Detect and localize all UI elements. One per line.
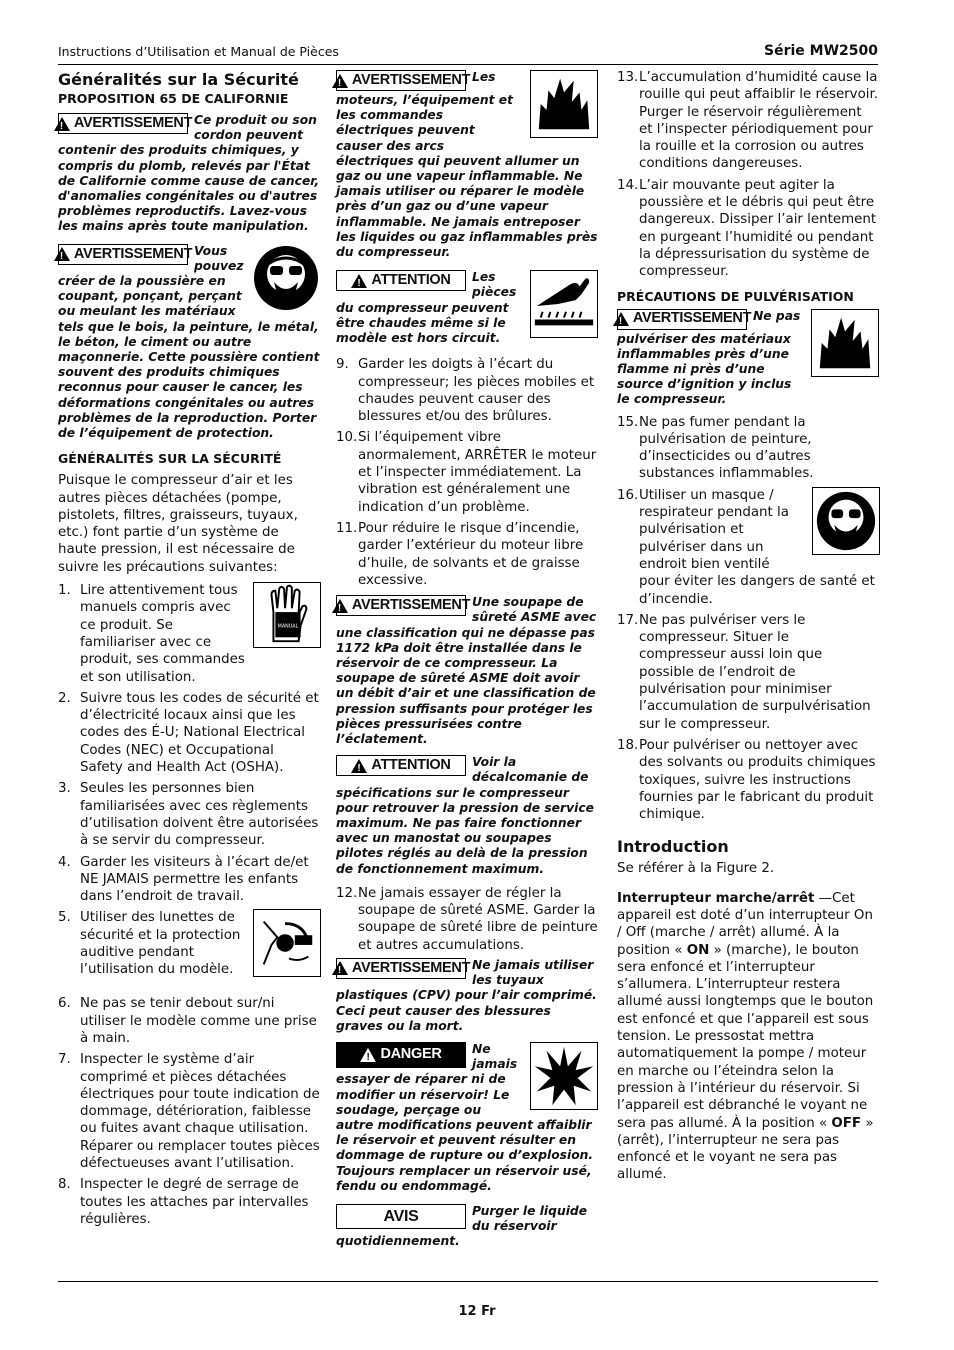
column-3 <box>617 66 879 1184</box>
general-safety-intro: Puisque le compresseur d’air et les autres pièces détachées (pompe, pistolets, filtres, graisseurs, tuyaux, etc.) font partie d’un système de haute pression, il est nécessaire de suivre les précautions suivantes: <box>58 473 298 575</box>
prop65-warning-2: ! AVERTISSEMENT Vous pouvez créer de la poussière en coupant, ponçant, perçant ou meulant les matériaux tels que le bois, la peinture, le métal, le béton, le ciment ou autre maçonnerie. Cette poussière contient souvent des produits chimiques reconnus pour causer le cancer, les déformations congénitales ou autres problèmes de la reproduction. Porter de l’équipement de protection. <box>58 244 320 442</box>
list-item: 5. Utiliser des lunettes de sécurité et la protection auditive pendant l’utilisation du modèle. <box>58 909 320 981</box>
warning-label: ! AVERTISSEMENT <box>336 70 466 91</box>
safety-list-2b <box>336 885 598 954</box>
column-2 <box>336 66 598 1250</box>
safety-list-3a <box>617 69 879 281</box>
column-1 <box>58 66 320 1232</box>
list-item: 1. MANUAL Lire attentivement tous manuels compris avec ce produit. Se familiariser avec ce produit, ses commandes et son utilisation. <box>58 582 320 686</box>
list-item: 17. Ne pas pulvériser vers le compresseur. Situer le compresseur aussi loin que possible de l’endroit de pulvérisation pour minimiser l’accumulation de surpulvérisation sur le compresseur. <box>617 612 871 732</box>
warning-safety-valve: ! AVERTISSEMENT Une soupape de sûreté ASME avec une classification qui ne dépasse pas 1172 kPa doit être installée dans le réservoir de ce compresseur. La soupape de sûreté ASME doit avoir un débit d’air et une classification de pression suffisants pour protéger les pièces pressurisées contre l’éclatement. <box>336 595 598 747</box>
hot-surface-icon <box>530 270 598 338</box>
header-rule <box>58 64 878 65</box>
list-item: 3. Seules les personnes bien familiarisées avec ces règlements d’utilisation doivent être autorisées à se servir du compresseur. <box>58 781 319 849</box>
switch-label: Interrupteur marche/arrêt <box>617 890 815 906</box>
respirator-icon <box>252 244 320 312</box>
spray-precautions-heading: PRÉCAUTIONS DE PULVÉRISATION <box>617 288 854 304</box>
notice-label: AVIS <box>336 1204 466 1229</box>
alert-triangle-icon <box>332 599 348 613</box>
general-safety-heading: GÉNÉRALITÉS SUR LA SÉCURITÉ <box>58 451 282 467</box>
list-item: 4. Garder les visiteurs à l’écart de/et NE JAMAIS permettre les enfants dans l’endroit de travail. <box>58 854 309 905</box>
list-item: 16. Utiliser un masque / respirateur pendant la pulvérisation et pulvériser dans un endroit bien ventilé pour éviter les dangers de santé et d’incendie. <box>617 487 879 608</box>
danger-label: ! DANGER <box>336 1042 466 1068</box>
list-item: 8. Inspecter le degré de serrage de toutes les attaches par intervalles régulières. <box>58 1177 309 1227</box>
warning-label: ! AVERTISSEMENT <box>336 958 466 979</box>
fire-icon <box>530 70 598 138</box>
switch-description: Interrupteur marche/arrêt —Cet appareil est doté d’un interrupteur On / Off (marche / arrêt) allumé. À la position « ON » (marche), le bouton sera enfoncé et l’interrupteur s’allumera. L’interrupteur restera allumé aussi longtemps que le bouton est enfoncé et que l’appareil est sous tension. Le pressostat mettra automatiquement la pompe / moteur en marche ou l’éteindra selon la pression à l’intérieur du réservoir. Si l’appareil est débranché le voyant ne sera pas allumé. À la position « OFF » (arrêt), l’interrupteur ne sera pas enfoncé et le voyant ne sera pas allumé. <box>617 890 874 1183</box>
section-title-safety: Généralités sur la Sécurité <box>58 70 299 89</box>
list-item: 11. Pour réduire le risque d’incendie, garder l’extérieur du moteur libre d’huile, de solvants et de graisse excessive. <box>336 520 584 588</box>
manual-label: MANUAL <box>277 624 299 630</box>
caution-label: ! ATTENTION <box>336 270 466 291</box>
caution-hot-parts: ! ATTENTION Les pièces du compresseur peuvent être chaudes même si le modèle est hors circuit. <box>336 270 598 346</box>
warning-label: ! AVERTISSEMENT <box>617 309 747 330</box>
respirator-icon <box>812 487 880 555</box>
alert-triangle-icon <box>332 961 348 975</box>
list-item: 9. Garder les doigts à l’écart du compresseur; les pièces mobiles et chaudes peuvent causer des blessures et/ou des brûlures. <box>336 357 595 425</box>
caution-decal: ! ATTENTION Voir la décalcomanie de spécifications sur le compresseur pour retrouver la pression de service maximum. Ne pas faire fonctionner avec un manostat ou soupapes pilotes réglés au delà de la pression de fonctionnement maximum. <box>336 755 598 877</box>
manual-icon <box>253 582 321 648</box>
list-item: 7. Inspecter le système d’air comprimé et pièces détachées électriques pour toute indication de dommage, détérioration, faiblesse ou fuites avant chaque utilisation. Réparer ou remplacer toutes pièces défectueuses avant l’utilisation. <box>58 1052 320 1172</box>
safety-list-3b <box>617 414 879 824</box>
warning-pvc: ! AVERTISSEMENT Ne jamais utiliser les tuyaux plastiques (CPV) pour l’air comprimé. Ceci peut causer des blessures graves ou la mort. <box>336 958 598 1034</box>
header-series: Série MW2500 <box>764 43 878 59</box>
warning-label: ! AVERTISSEMENT <box>58 244 188 265</box>
list-item: 13. L’accumulation d’humidité cause la rouille qui peut affaiblir le réservoir. Purger le réservoir régulièrement et l’inspecter périodiquement pour la rouille et la corrosion ou autres conditions dangereuses. <box>617 70 879 172</box>
warning-spray: ! AVERTISSEMENT Ne pas pulvériser des matériaux inflammables près d’une flamme ni près d’une source d’ignition y inclus le compresseur. <box>617 309 879 408</box>
alert-triangle-icon <box>351 274 367 288</box>
warning-fire: ! AVERTISSEMENT Les moteurs, l’équipement et les commandes électriques peuvent causer des arcs électriques qui peuvent allumer un gaz ou une vapeur inflammable. Ne jamais utiliser ou réparer le modèle près d’un gaz ou d’une vapeur inflammable. Ne jamais entreposer les liquides ou gaz inflammables près du compresseur. <box>336 70 598 260</box>
intro-figure-ref: Se référer à la Figure 2. <box>617 861 775 877</box>
safety-list-2a <box>336 356 598 589</box>
header-manual-title: Instructions d’Utilisation et Manual de Pièces <box>58 44 339 59</box>
list-item: 2. Suivre tous les codes de sécurité et d’électricité locaux ainsi que les codes des É-U; National Electrical Codes (NEC) et Occupational Safety and Health Act (OSHA). <box>58 690 319 776</box>
list-item: 18. Pour pulvériser ou nettoyer avec des solvants ou produits chimiques toxiques, suivre les instructions fournies par le fabricant du produit chimique. <box>617 737 876 823</box>
list-item: 6. Ne pas se tenir debout sur/ni utiliser le modèle comme une prise à main. <box>58 996 317 1046</box>
list-item: 15. Ne pas fumer pendant la pulvérisation de peinture, d’insecticides ou d’autres substances inflammables. <box>617 414 814 482</box>
alert-triangle-icon <box>54 247 70 261</box>
fire-icon <box>811 309 879 377</box>
section-title-introduction: Introduction <box>617 837 729 857</box>
list-item: 12. Ne jamais essayer de régler la soupape de sûreté ASME. Garder la soupape de sûreté libre de peinture et autres accumulations. <box>336 885 598 953</box>
footer-rule <box>58 1281 878 1282</box>
explosion-icon <box>530 1042 598 1110</box>
list-item: 10. Si l’équipement vibre anormalement, ARRÊTER le moteur et l’inspecter immédiatement. La vibration est généralement une indication d’un problème. <box>336 430 597 515</box>
eye-ear-protection-icon <box>253 909 321 977</box>
safety-list-1 <box>58 582 320 1228</box>
off-keyword: OFF <box>831 1115 862 1131</box>
page-number: 12 Fr <box>458 1304 496 1319</box>
danger-tank: ! DANGER Ne jamais essayer de réparer ni de modifier un réservoir! Le soudage, perçage ou autre modifications peuvent affaiblir le réservoir et peuvent résulter en dommage de rupture ou d’explosion. Toujours remplacer un réservoir usé, fendu ou endommagé. <box>336 1042 598 1194</box>
warning-label: ! AVERTISSEMENT <box>336 595 466 616</box>
prop65-heading: PROPOSITION 65 DE CALIFORNIE <box>58 91 289 106</box>
alert-triangle-icon <box>351 759 367 773</box>
alert-triangle-icon <box>613 312 629 326</box>
alert-triangle-icon <box>360 1048 376 1062</box>
on-keyword: ON <box>686 942 710 958</box>
caution-label: ! ATTENTION <box>336 755 466 776</box>
list-item: 14. L’air mouvante peut agiter la poussière et le débris qui peut être dangereux. Dissiper l’air lentement en purgeant l’humidité ou pendant la dépressurisation du système de compresseur. <box>617 177 877 280</box>
alert-triangle-icon <box>332 74 348 88</box>
notice-drain: AVIS Purger le liquide du réservoir quotidiennement. <box>336 1204 588 1249</box>
prop65-warning-1: ! AVERTISSEMENT Ce produit ou son cordon peuvent contenir des produits chimiques, y compris du plomb, relevés par l'État de Californie comme cause de cancer, d'anomalies congénitales ou d'autres problèmes reproductifs. Lavez-vous les mains après toute manipulation. <box>58 113 320 235</box>
warning-label: ! AVERTISSEMENT <box>58 113 188 134</box>
alert-triangle-icon <box>54 117 70 131</box>
